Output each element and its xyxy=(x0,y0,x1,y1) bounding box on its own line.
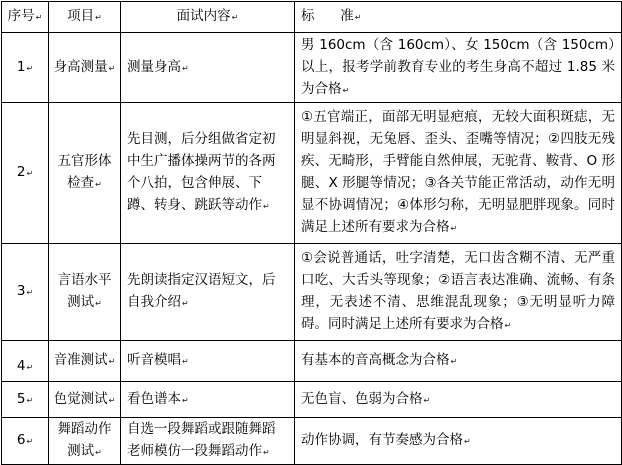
row-standard: 动作协调，有节奏感为合格↵ xyxy=(295,418,622,465)
row-item: 舞蹈动作测试↵ xyxy=(49,418,121,465)
row-no: 1↵ xyxy=(2,33,49,103)
row-standard: ①五官端正，面部无明显疤痕，无较大面积斑痣，无明显斜视，无兔唇、歪头、歪嘴等情况；②四肢无残疾、无畸形，手臂能自然伸展，无驼背、鞍背、O 形腿、X 形腿等情况；③各关节能正常活动，动作无明显不协调情况；④体形匀称，无明显肥胖现象。同时满足上述所有要求为合格↵ xyxy=(295,103,622,244)
row-content: 自选一段舞蹈或跟随舞蹈老师模仿一段舞蹈动作↵ xyxy=(121,418,295,465)
row-item: 言语水平测试↵ xyxy=(49,244,121,341)
row-standard: ①会说普通话，吐字清楚，无口齿含糊不清、无严重口吃、大舌头等现象；②语言表达准确、流畅、有条理，无表述不清、思维混乱现象；③无明显听力障碍。同时满足上述所有要求为合格↵ xyxy=(295,244,622,341)
row-no: 3↵ xyxy=(2,244,49,341)
header-content: 面试内容↵ xyxy=(121,2,295,33)
header-item: 项目↵ xyxy=(49,2,121,33)
row-no: 5↵ xyxy=(2,382,49,418)
row-content: 听音模唱↵ xyxy=(121,341,295,382)
table-row xyxy=(2,341,622,382)
table-row xyxy=(2,103,622,244)
table-row xyxy=(2,244,622,341)
row-content: 看色谱本↵ xyxy=(121,382,295,418)
table-row xyxy=(2,33,622,103)
row-item: 五官形体检查↵ xyxy=(49,103,121,244)
table-header-row xyxy=(2,2,622,33)
row-content: 测量身高↵ xyxy=(121,33,295,103)
row-standard: 有基本的音高概念为合格↵ xyxy=(295,341,622,382)
row-no: 6↵ xyxy=(2,418,49,465)
row-standard: 男 160cm（含 160cm）、女 150cm（含 150cm）以上，报考学前教育专业的考生身高不超过 1.85 米为合格↵ xyxy=(295,33,622,103)
header-standard: 标 准↵ xyxy=(295,2,622,33)
header-no: 序号↵ xyxy=(2,2,49,33)
row-content: 先朗读指定汉语短文，后自我介绍↵ xyxy=(121,244,295,341)
interview-criteria-table xyxy=(1,1,622,465)
row-item: 音准测试↵ xyxy=(49,341,121,382)
table-row xyxy=(2,418,622,465)
row-item: 色觉测试↵ xyxy=(49,382,121,418)
row-no: 2↵ xyxy=(2,103,49,244)
row-item: 身高测量↵ xyxy=(49,33,121,103)
row-standard: 无色盲、色弱为合格↵ xyxy=(295,382,622,418)
table-row xyxy=(2,382,622,418)
row-content: 先目测，后分组做省定初中生广播体操两节的各两个八拍，包含伸展、下蹲、转身、跳跃等动作↵ xyxy=(121,103,295,244)
row-no: 4↵ xyxy=(2,341,49,382)
